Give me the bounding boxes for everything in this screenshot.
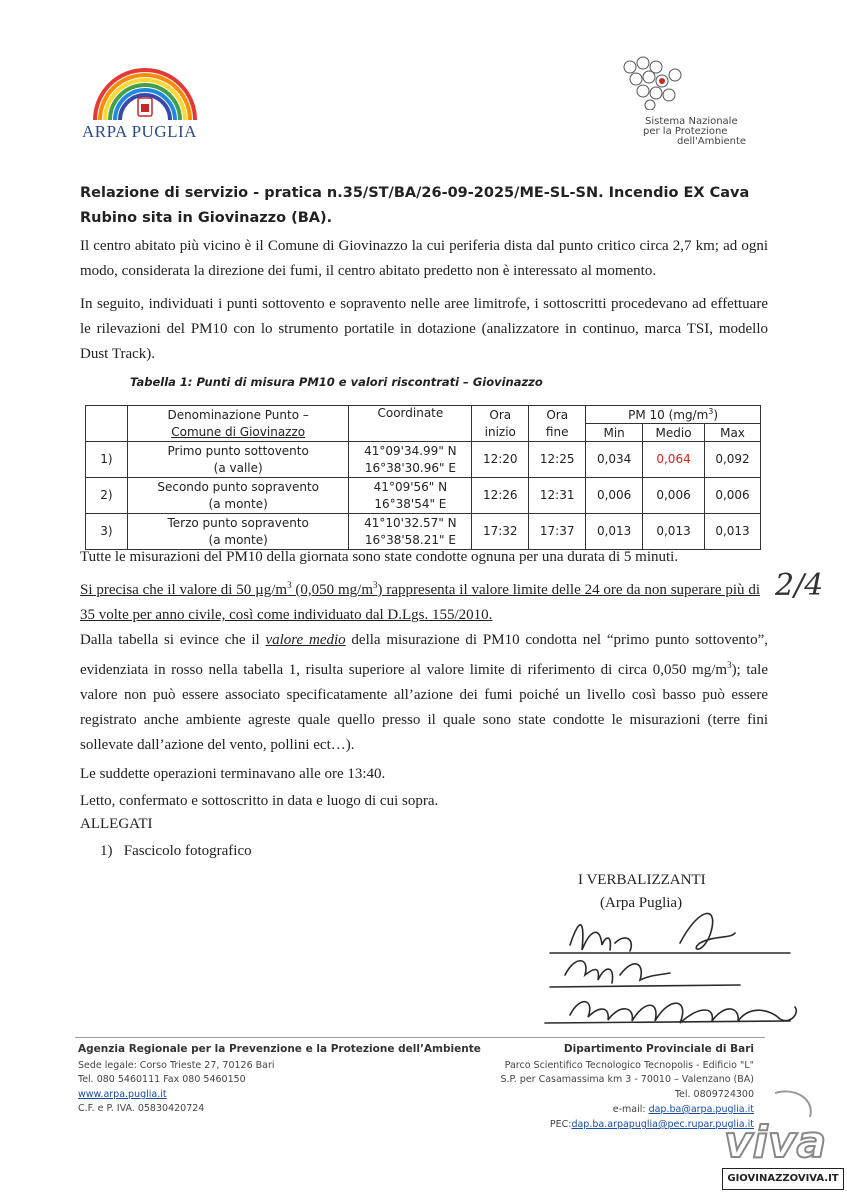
footer-email-label: e-mail: [612, 1104, 649, 1115]
signature-subtitle: (Arpa Puglia) [600, 895, 683, 911]
p5-valore-medio: valore medio [265, 632, 346, 648]
p5-part-c: della misurazione di PM10 condotta nel “primo punto sottovento”, evidenziata in rosso nella tabella 1, risulta superiore al valore limite di riferimento di circa 0,050 mg/m [80, 632, 768, 678]
handwritten-page-number: 2/4 [775, 568, 824, 603]
row-index: 2) [86, 478, 128, 514]
header-ora-inizio [472, 406, 529, 442]
p5-part-e: ); tale valore non può essere associato specificatamente all’azione dei fumi poiché un livello così basso può essere registrato anche ambiente agreste quale quello presso il quale sono state condotte le misurazioni (terre fini sollevate dall’azione del vento, pollini ect…). [80, 662, 768, 753]
snpa-text-line-1: Sistema Nazionale [645, 116, 738, 127]
header-ora-fine [529, 406, 586, 442]
row-index: 3) [86, 514, 128, 550]
row-coord-n: 41°09'34.99" N [364, 443, 457, 458]
footer-agency-name: Agenzia Regionale per la Prevenzione e la Protezione dell’Ambiente [78, 1043, 481, 1055]
row-index: 1) [86, 442, 128, 478]
header-denominazione [127, 406, 349, 442]
row-max: 0,092 [705, 442, 761, 478]
signature-title: I VERBALIZZANTI [578, 872, 706, 888]
row-coord-n: 41°09'56" N [373, 479, 448, 494]
row-name-line2: (a valle) [213, 460, 263, 475]
viva-watermark-logo [720, 1085, 835, 1165]
p5-part-a: Dalla tabella si evince che il [80, 632, 266, 648]
p4-part-e: ) rappresenta il valore limite delle 24 ore da non superare più di 35 volte per anno civile, così come individuato dal D.Lgs. 155/2010. [80, 582, 760, 623]
handwritten-signatures [540, 895, 810, 1035]
document-title: Relazione di servizio - pratica n.35/ST/BA/26-09-2025/ME-SL-SN. Incendio EX Cava Rubino sita in Giovinazzo (BA). [80, 185, 750, 226]
header-ora-inizio-line1: Ora [489, 407, 512, 422]
footer-sede: Sede legale: Corso Trieste 27, 70126 Bari [78, 1060, 275, 1071]
paragraph-7: Letto, confermato e sottoscritto in data e luogo di cui sopra. [80, 793, 439, 809]
row-coordinates [349, 442, 472, 478]
allegati-item: 1) Fascicolo fotografico [100, 843, 252, 859]
header-pm10 [586, 406, 761, 424]
footer-website-link[interactable]: www.arpa.puglia.it [78, 1089, 167, 1100]
footer-dept-name: Dipartimento Provinciale di Bari [563, 1043, 754, 1055]
table-caption: Tabella 1: Punti di misura PM10 e valori riscontrati – Giovinazzo [130, 375, 543, 389]
p5-sup: 3 [727, 660, 732, 670]
row-medio: 0,006 [643, 478, 705, 514]
footer-cf: C.F. e P. IVA. 05830420724 [78, 1103, 205, 1114]
footer-pec-label: PEC: [549, 1119, 572, 1130]
paragraph-1: Il centro abitato più vicino è il Comune di Giovinazzo la cui periferia dista dal punto critico circa 2,7 km; ad ogni modo, considerata la direzione dei fumi, il centro abitato predetto non è interessato al momento. [80, 238, 768, 279]
hexagon-network-icon [615, 55, 695, 110]
header-max: Max [705, 424, 761, 442]
footer-divider [75, 1037, 765, 1038]
header-denominazione-line2: Comune di Giovinazzo [171, 424, 306, 439]
row-max: 0,006 [705, 478, 761, 514]
paragraph-5 [80, 628, 768, 758]
row-medio: 0,013 [643, 514, 705, 550]
footer-tel: Tel. 080 5460111 Fax 080 5460150 [78, 1074, 246, 1085]
header-ora-fine-line2: fine [545, 424, 569, 439]
header-coordinate-label: Coordinate [377, 406, 444, 420]
row-min: 0,034 [586, 442, 643, 478]
footer-dept-address-2: S.P. per Casamassima km 3 - 70010 – Valenzano (BA) [500, 1074, 754, 1085]
row-coord-e: 16°38'54" E [374, 496, 447, 511]
header-ora-fine-line1: Ora [546, 407, 569, 422]
footer-pec-link[interactable]: dap.ba.arpapuglia@pec.rupar.puglia.it [571, 1119, 754, 1130]
paragraph-6: Le suddette operazioni terminavano alle ore 13:40. [80, 766, 386, 782]
row-name [127, 442, 349, 478]
row-coord-e: 16°38'58.21" E [364, 532, 456, 547]
allegati-heading: ALLEGATI [80, 816, 153, 832]
header-pm10-sup: 3 [708, 407, 714, 416]
row-fine: 12:31 [529, 478, 586, 514]
header-medio: Medio [643, 424, 705, 442]
viva-text: viva [724, 1117, 827, 1165]
row-fine: 17:37 [529, 514, 586, 550]
snpa-logo [615, 55, 765, 150]
table-row [86, 478, 761, 514]
row-max: 0,013 [705, 514, 761, 550]
footer-email-link[interactable]: dap.ba@arpa.puglia.it [648, 1104, 754, 1115]
footer-dept-tel: Tel. 0809724300 [674, 1089, 754, 1100]
row-inizio: 12:26 [472, 478, 529, 514]
paragraph-4-legal-limit [80, 573, 760, 628]
p4-sup-1: 3 [287, 580, 292, 590]
arpa-name: ARPA PUGLIA [82, 122, 197, 141]
p4-part-c: (0,050 mg/m [291, 582, 373, 598]
header-index [86, 406, 128, 442]
row-name-line2: (a monte) [208, 532, 268, 547]
table-row [86, 442, 761, 478]
snpa-text-line-2: per la Protezione [643, 126, 728, 137]
row-name [127, 478, 349, 514]
row-name-line2: (a monte) [208, 496, 268, 511]
row-name-line1: Terzo punto sopravento [167, 515, 309, 530]
header-coordinate [349, 406, 472, 442]
row-name-line1: Primo punto sottovento [167, 443, 309, 458]
pm10-table [85, 405, 761, 550]
row-coordinates [349, 478, 472, 514]
row-min: 0,006 [586, 478, 643, 514]
row-inizio: 12:20 [472, 442, 529, 478]
paragraph-3: Tutte le misurazioni del PM10 della giornata sono state condotte ognuna per una durata di 5 minuti. [80, 549, 679, 565]
header-min: Min [586, 424, 643, 442]
footer-dept-address-1: Parco Scientifico Tecnologico Tecnopolis - Edificio "L" [504, 1060, 754, 1071]
p4-part-a: Si precisa che il valore di 50 µg/m [80, 582, 288, 598]
row-coord-n: 41°10'32.57" N [364, 515, 457, 530]
snpa-text-line-3: dell'Ambiente [677, 136, 747, 147]
row-name-line1: Secondo punto sopravento [157, 479, 319, 494]
paragraph-2: In seguito, individuati i punti sottovento e sopravento nelle aree limitrofe, i sottoscritti procedevano ad effettuare le rilevazioni del PM10 con lo strumento portatile in dotazione (analizzatore in continuo, marca TSI, modello Dust Track). [80, 296, 768, 362]
row-medio-highlighted: 0,064 [643, 442, 705, 478]
row-coord-e: 16°38'30.96" E [364, 460, 456, 475]
row-fine: 12:25 [529, 442, 586, 478]
header-ora-inizio-line2: inizio [484, 424, 516, 439]
row-inizio: 17:32 [472, 514, 529, 550]
row-min: 0,013 [586, 514, 643, 550]
header-denominazione-line1: Denominazione Punto – [167, 407, 309, 422]
header-pm10-label: PM 10 (mg/m [628, 408, 709, 422]
header-pm10-close: ) [713, 408, 719, 422]
p4-sup-2: 3 [373, 580, 378, 590]
site-watermark-label: GIOVINAZZOVIVA.IT [722, 1168, 844, 1190]
